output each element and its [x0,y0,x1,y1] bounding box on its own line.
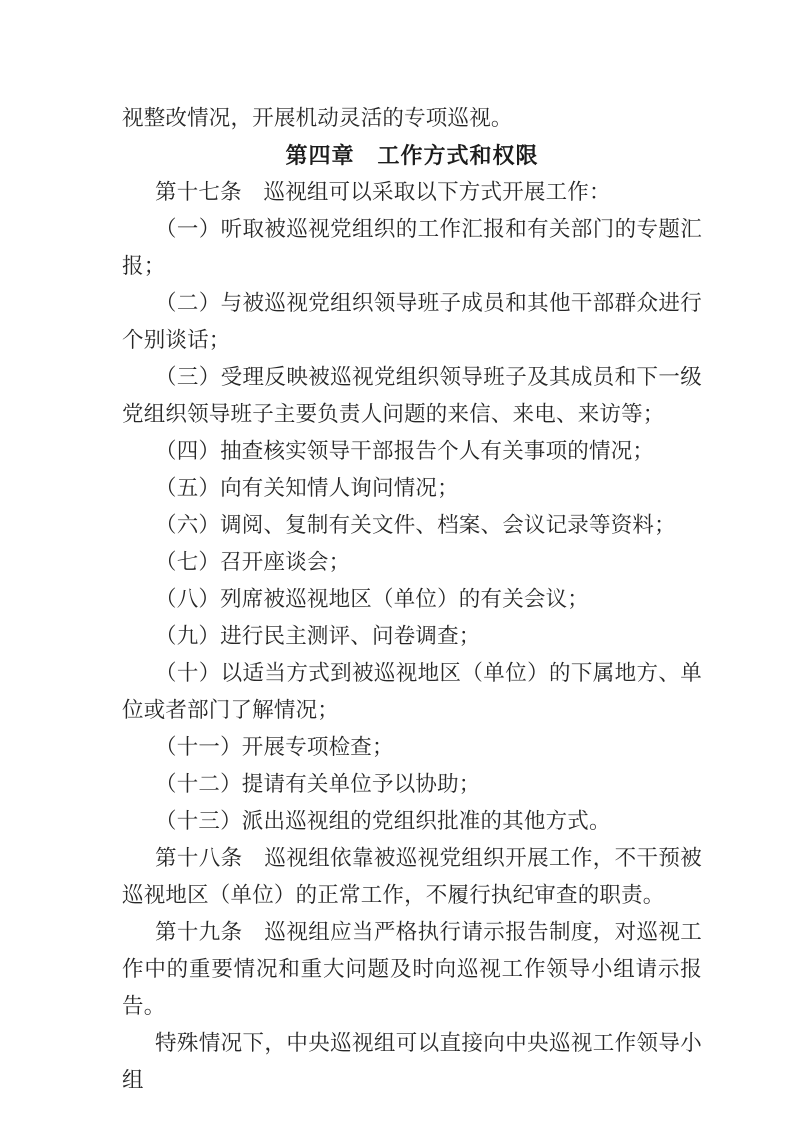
list-item-13: （十三）派出巡视组的党组织批准的其他方式。 [155,809,611,833]
list-item-9: （九）进行民主测评、问卷调查； [155,624,481,648]
list-item-3: （三）受理反映被巡视党组织领导班子及其成员和下一级党组织领导班子主要负责人问题的来信、来电、来访等； [122,365,702,426]
article-17-intro-paragraph: 第十七条 巡视组可以采取以下方式开展工作： [155,180,611,204]
article-19-paragraph: 第十九条 巡视组应当严格执行请示报告制度，对巡视工作中的重要情况和重大问题及时向巡视工作领导小组请示报告。 [122,920,702,1018]
list-item-7: （七）召开座谈会； [155,550,351,574]
list-item-10: （十）以适当方式到被巡视地区（单位）的下属地方、单位或者部门了解情况； [122,661,702,722]
list-item-1: （一）听取被巡视党组织的工作汇报和有关部门的专题汇报； [122,217,702,278]
list-item-6: （六）调阅、复制有关文件、档案、会议记录等资料； [155,513,676,537]
list-item-12: （十二）提请有关单位予以协助； [155,772,481,796]
article-18-paragraph: 第十八条 巡视组依靠被巡视党组织开展工作，不干预被巡视地区（单位）的正常工作，不履行执纪审查的职责。 [122,846,702,907]
list-item-4: （四）抽查核实领导干部报告个人有关事项的情况； [155,439,655,463]
special-case-paragraph: 特殊情况下，中央巡视组可以直接向中央巡视工作领导小组 [122,1031,702,1092]
chapter-heading: 第四章 工作方式和权限 [285,143,539,168]
leading-continuation-paragraph: 视整改情况，开展机动灵活的专项巡视。 [122,106,513,130]
list-item-8: （八）列席被巡视地区（单位）的有关会议； [155,587,590,611]
list-item-5: （五）向有关知情人询问情况； [155,476,459,500]
document-text-block [122,100,702,1099]
list-item-11: （十一）开展专项检查； [155,735,394,759]
list-item-2: （二）与被巡视党组织领导班子成员和其他干部群众进行个别谈话； [122,291,702,352]
